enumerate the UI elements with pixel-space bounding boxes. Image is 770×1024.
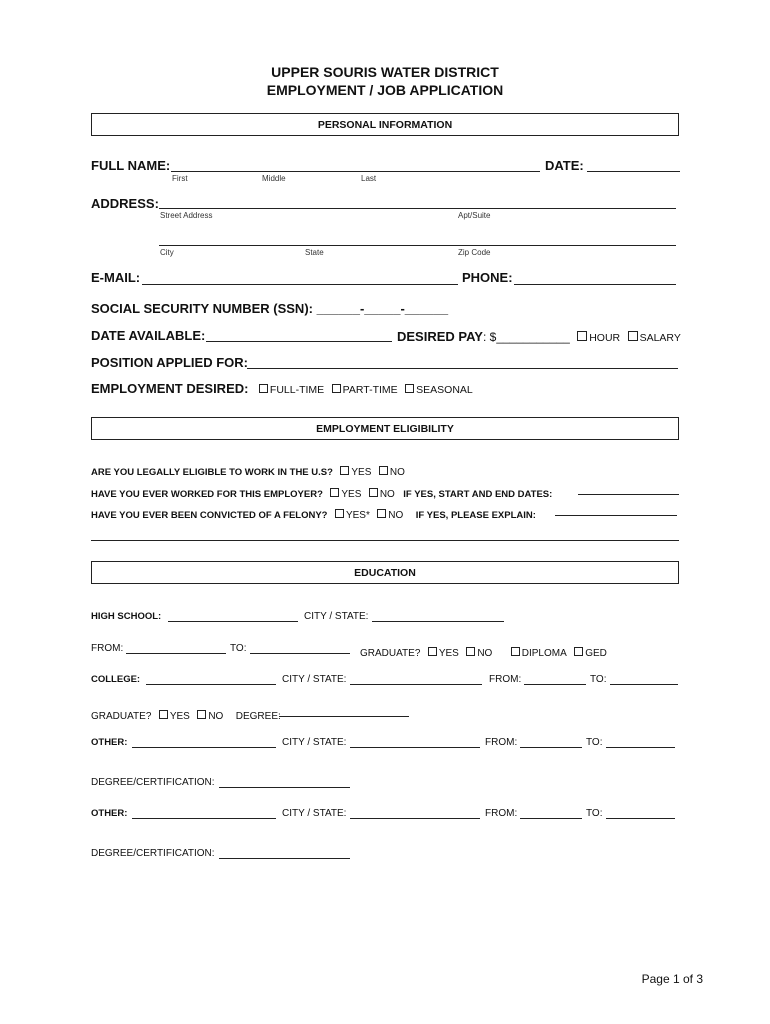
part-time-label: PART-TIME [342, 384, 398, 396]
diploma-label: DIPLOMA [521, 648, 567, 659]
other-1-city-state-field[interactable] [350, 747, 480, 748]
other-2-degree-cert-field[interactable] [219, 858, 350, 859]
seasonal-checkbox[interactable] [405, 384, 414, 393]
college-to-field[interactable] [610, 684, 678, 685]
desired-pay-label: DESIRED PAY [397, 329, 483, 344]
section-education: EDUCATION [91, 561, 679, 584]
other-1-to-label: TO: [586, 737, 603, 748]
hour-checkbox[interactable] [577, 331, 587, 341]
date-label: DATE: [545, 158, 584, 173]
hs-grad-no-checkbox[interactable] [466, 647, 475, 656]
hs-to-label: TO: [230, 643, 247, 654]
phone-field[interactable] [514, 284, 676, 285]
college-from-label: FROM: [489, 674, 522, 685]
full-name-field[interactable] [171, 171, 540, 172]
other-1-city-state-label: CITY / STATE: [282, 737, 347, 748]
seasonal-label: SEASONAL [416, 384, 473, 396]
felony-question: HAVE YOU EVER BEEN CONVICTED OF A FELONY? [91, 510, 328, 521]
eligible-no-checkbox[interactable] [379, 466, 388, 475]
position-field[interactable] [247, 368, 678, 369]
college-grad-yes-checkbox[interactable] [159, 710, 168, 719]
other-1-from-field[interactable] [520, 747, 582, 748]
address-label: ADDRESS: [91, 196, 159, 211]
phone-label: PHONE: [462, 270, 513, 285]
other-2-to-label: TO: [586, 808, 603, 819]
worked-before-question: HAVE YOU EVER WORKED FOR THIS EMPLOYER? [91, 489, 323, 500]
worked-no-checkbox[interactable] [369, 488, 378, 497]
page-number: Page 1 of 3 [641, 972, 703, 986]
high-school-field[interactable] [168, 621, 298, 622]
college-degree-label: DEGREE: [235, 711, 281, 722]
position-label: POSITION APPLIED FOR: [91, 355, 248, 370]
email-label: E-MAIL: [91, 270, 141, 285]
other-2-from-label: FROM: [485, 808, 518, 819]
high-school-label: HIGH SCHOOL: [91, 611, 162, 622]
city-state-zip-field[interactable] [159, 245, 676, 246]
felony-no-checkbox[interactable] [377, 509, 386, 518]
college-grad-no-checkbox[interactable] [197, 710, 206, 719]
ssn-field[interactable]: SOCIAL SECURITY NUMBER (SSN): ______-_____-______ [91, 301, 449, 316]
worked-yes-checkbox[interactable] [330, 488, 339, 497]
college-degree-field[interactable] [279, 716, 409, 717]
employment-desired-label: EMPLOYMENT DESIRED: [91, 381, 249, 396]
salary-label: SALARY [639, 332, 681, 344]
other-1-degree-cert-field[interactable] [219, 787, 350, 788]
hs-grad-yes-label: YES [438, 648, 459, 659]
hs-city-state-field[interactable] [372, 621, 504, 622]
felony-explain-label: IF YES, PLEASE EXPLAIN: [415, 510, 536, 521]
felony-explain-field[interactable] [555, 515, 677, 516]
college-grad-yes-label: YES [169, 711, 190, 722]
ged-checkbox[interactable] [574, 647, 583, 656]
ged-label: GED [585, 648, 607, 659]
other-2-from-field[interactable] [520, 818, 582, 819]
hs-city-state-label: CITY / STATE: [304, 611, 369, 622]
eligible-no-label: NO [389, 467, 405, 478]
part-time-checkbox[interactable] [332, 384, 341, 393]
section-personal-information: PERSONAL INFORMATION [91, 113, 679, 136]
other-1-from-label: FROM: [485, 737, 518, 748]
hour-label: HOUR [589, 332, 621, 344]
org-name: UPPER SOURIS WATER DISTRICT [271, 64, 499, 80]
other-1-to-field[interactable] [606, 747, 675, 748]
start-end-dates-field[interactable] [578, 494, 679, 495]
felony-yes-label: YES* [345, 510, 370, 521]
date-available-field[interactable] [206, 341, 392, 342]
worked-no-label: NO [379, 489, 395, 500]
other-2-degree-cert-label: DEGREE/CERTIFICATION: [91, 848, 215, 859]
felony-no-label: NO [388, 510, 404, 521]
start-end-dates-label: IF YES, START AND END DATES: [403, 489, 553, 500]
other-1-label: OTHER: [91, 737, 128, 748]
other-2-city-state-field[interactable] [350, 818, 480, 819]
state-caption: State [305, 248, 324, 257]
felony-explain-line-2[interactable] [91, 540, 679, 541]
other-1-field[interactable] [132, 747, 276, 748]
desired-pay-field[interactable]: : $___________ [482, 330, 570, 344]
hs-graduate-label: GRADUATE? [360, 648, 421, 659]
street-address-caption: Street Address [160, 211, 213, 220]
eligible-question: ARE YOU LEGALLY ELIGIBLE TO WORK IN THE U.S? [91, 467, 333, 478]
full-time-label: FULL-TIME [269, 384, 325, 396]
worked-yes-label: YES [341, 489, 362, 500]
date-field[interactable] [587, 171, 680, 172]
college-grad-no-label: NO [208, 711, 224, 722]
full-time-checkbox[interactable] [259, 384, 268, 393]
college-from-field[interactable] [524, 684, 586, 685]
name-middle-caption: Middle [262, 174, 286, 183]
hs-from-label: FROM: [91, 643, 124, 654]
other-2-field[interactable] [132, 818, 276, 819]
diploma-checkbox[interactable] [511, 647, 520, 656]
eligible-yes-checkbox[interactable] [340, 466, 349, 475]
name-first-caption: First [172, 174, 188, 183]
city-caption: City [160, 248, 174, 257]
eligible-yes-label: YES [351, 467, 372, 478]
felony-yes-checkbox[interactable] [335, 509, 344, 518]
email-field[interactable] [142, 284, 458, 285]
college-city-state-field[interactable] [350, 684, 482, 685]
salary-checkbox[interactable] [628, 331, 638, 341]
name-last-caption: Last [361, 174, 377, 183]
other-2-city-state-label: CITY / STATE: [282, 808, 347, 819]
full-name-label: FULL NAME: [91, 158, 171, 173]
college-label: COLLEGE: [91, 674, 141, 685]
college-field[interactable] [146, 684, 276, 685]
form-title: EMPLOYMENT / JOB APPLICATION [266, 82, 504, 98]
other-2-label: OTHER: [91, 808, 128, 819]
apt-suite-caption: Apt/Suite [458, 211, 491, 220]
hs-grad-yes-checkbox[interactable] [428, 647, 437, 656]
zip-caption: Zip Code [458, 248, 491, 257]
hs-grad-no-label: NO [477, 648, 493, 659]
section-employment-eligibility: EMPLOYMENT ELIGIBILITY [91, 417, 679, 440]
street-address-field[interactable] [159, 208, 676, 209]
other-1-degree-cert-label: DEGREE/CERTIFICATION: [91, 777, 215, 788]
hs-from-field[interactable] [126, 653, 226, 654]
other-2-to-field[interactable] [606, 818, 675, 819]
college-graduate-label: GRADUATE? [91, 711, 152, 722]
college-to-label: TO: [590, 674, 607, 685]
college-city-state-label: CITY / STATE: [282, 674, 347, 685]
hs-to-field[interactable] [250, 653, 350, 654]
date-available-label: DATE AVAILABLE: [91, 328, 206, 343]
